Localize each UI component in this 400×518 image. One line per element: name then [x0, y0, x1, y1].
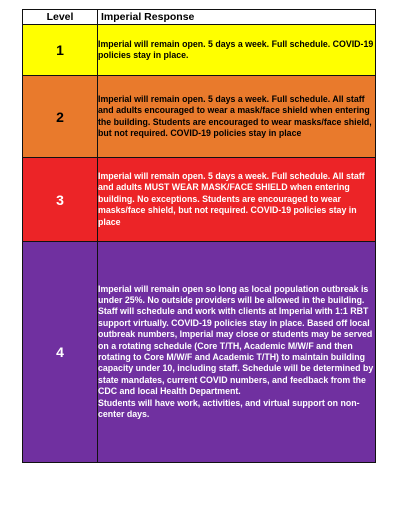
table-row-level-2 [23, 76, 376, 158]
level-response [98, 25, 376, 76]
level-response [98, 76, 376, 158]
response-levels-sheet [22, 9, 375, 463]
response-text-extra: Students will have work, activities, and virtual support on non-center days. [98, 397, 360, 420]
level-number: 3 [23, 158, 98, 242]
table-row-level-1 [23, 25, 376, 76]
level-column-header: Level [23, 10, 98, 25]
level-response [98, 158, 376, 242]
table-header-row [23, 10, 376, 25]
response-levels-table [22, 9, 376, 463]
response-text: Imperial will remain open so long as local population outbreak is under 25%. No outside providers will be allowed in the building. Staff will schedule and work with clients at Imperial with 1:1 RBT support virtually. COVID-19 policies stay in place. Based off local outbreak numbers, Imperial may close or students may be served on a rotating schedule (Core T/TH, Academic M/W/F and then rotating to Core M/W/F and Academic T/TH) to maintain building capacity under 10, including staff. Schedule will be determined by state mandates, current COVID numbers, and feedback from the CDC and local Health Department. [98, 283, 374, 397]
table-row-level-4 [23, 242, 376, 463]
response-text: Imperial will remain open. 5 days a week. Full schedule. COVID-19 policies stay in place. [98, 38, 374, 60]
response-column-header: Imperial Response [98, 10, 376, 25]
response-text: Imperial will remain open. 5 days a week. Full schedule. All staff and adults MUST WEAR MASK/FACE SHIELD when entering building. No exceptions. Students are encouraged to wear masks/face shield, but not required. COVID-19 policies stay in place [98, 170, 365, 227]
level-number: 2 [23, 76, 98, 158]
level-number: 4 [23, 242, 98, 463]
response-text: Imperial will remain open. 5 days a week. Full schedule. All staff and adults encouraged to wear a mask/face shield when entering the building. Students are encouraged to wear masks/face shield, but not required. COVID-19 policies stay in place [98, 93, 372, 138]
table-row-level-3 [23, 158, 376, 242]
level-number: 1 [23, 25, 98, 76]
level-response [98, 242, 376, 463]
